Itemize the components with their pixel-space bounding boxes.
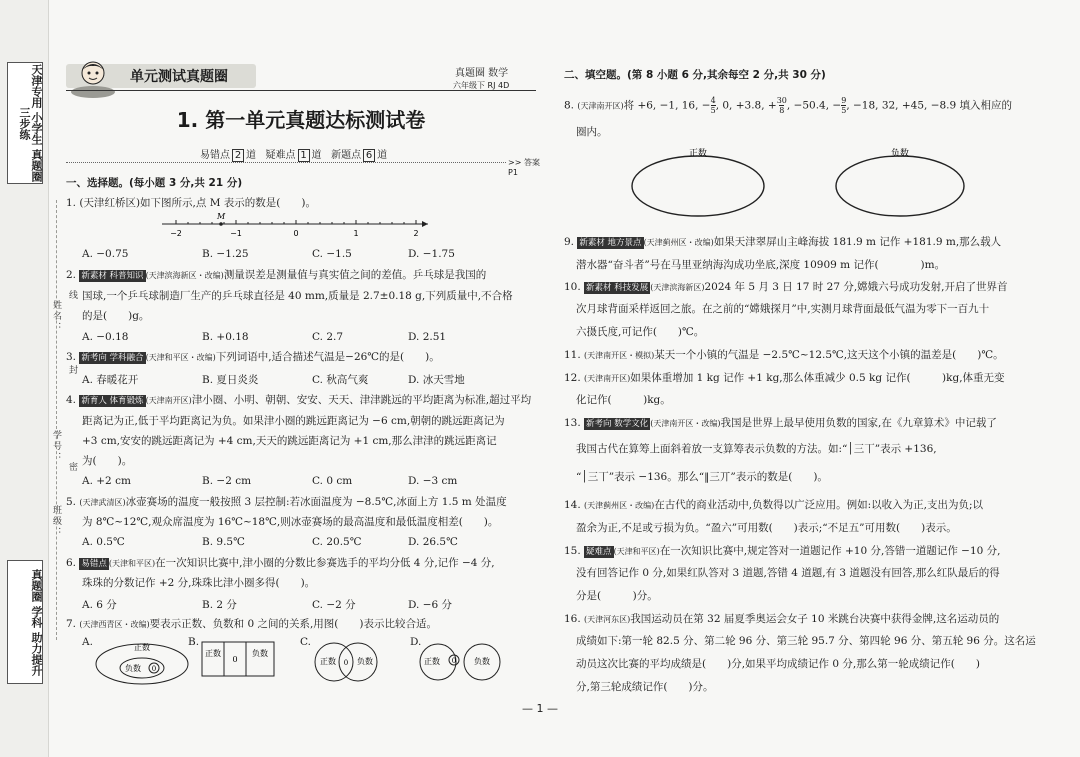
q4-option-d[interactable]: D. −3 cm (408, 475, 458, 487)
q5-option-a[interactable]: A. 0.5℃ (82, 536, 125, 548)
q7-diagram-c (308, 640, 388, 684)
q9-line-2: 潜水器“奋斗者”号在马里亚纳海沟成功坐底,深度 10909 m 记作( )m。 (576, 259, 946, 271)
grade-label: 六年级下 RJ 4D (453, 81, 510, 90)
q10-tag: 新素材 科技发展 (586, 283, 649, 293)
q8-answer-circles (628, 146, 988, 226)
cut-mark-close: 密 (67, 462, 77, 473)
mascot-icon (68, 58, 118, 98)
q3-option-a[interactable]: A. 春暖花开 (82, 374, 139, 386)
q1-option-c[interactable]: C. −1.5 (312, 248, 352, 260)
cut-mark-seal: 封 (67, 365, 77, 376)
svg-text:0: 0 (293, 229, 299, 238)
section-2-heading: 二、填空题。(第 8 小题 6 分,其余每空 2 分,共 30 分) (564, 69, 826, 81)
q7-diagram-b (200, 640, 280, 680)
q2-option-b[interactable]: B. +0.18 (202, 331, 249, 343)
q6-line-1: 6. 易错点 (天津和平区)在一次知识比赛中,津小圈的分数比参赛选手的平均分低 4 分,记作 −4 分, (66, 557, 495, 569)
q2-option-c[interactable]: C. 2.7 (312, 331, 344, 343)
q6-option-c[interactable]: C. −2 分 (312, 599, 356, 611)
svg-text:正数: 正数 (320, 657, 336, 666)
q16-line-1: 16. (天津河东区)我国运动员在第 32 届夏季奥运会女子 10 米跳台决赛中获得金牌,这名运动员的 (564, 613, 1000, 625)
q10-line-2: 次月球背面采样返回之旅。在之前的“嫦娥探月”中,实测月球背面最低气温为零下一百九十 (576, 303, 990, 315)
svg-text:−1: −1 (230, 229, 242, 238)
q16-line-2: 成绩如下:第一轮 82.5 分、第二轮 96 分、第三轮 95.7 分、第四轮 96 分、第五轮 96 分。这名运 (576, 635, 1036, 647)
q5-option-c[interactable]: C. 20.5℃ (312, 536, 362, 548)
q8-line-1: 8. (天津南开区)将 +6, −1, 16, $-\frac{4}{5}$, 0, +3.8, $+\frac{30}{8}$, −50.4, $-\frac{9}{5}$, −18, 32, +45, −8.9 填入相应的 (564, 96, 1013, 115)
svg-text:−2: −2 (170, 229, 182, 238)
answer-rule (66, 162, 506, 163)
positive-circle (632, 156, 764, 216)
q1-option-d[interactable]: D. −1.75 (408, 248, 455, 260)
page-title: 1. 第一单元真题达标测试卷 (176, 108, 426, 132)
answer-reference: >> 答案 P1 (508, 158, 540, 177)
svg-text:0: 0 (451, 657, 457, 665)
q6-option-b[interactable]: B. 2 分 (202, 599, 237, 611)
q7-diagram-d (416, 640, 506, 684)
negative-circle (836, 156, 964, 216)
q7-diagram-a (90, 640, 190, 686)
svg-text:正数: 正数 (205, 649, 221, 658)
brand-seal-bottom: 真题圈 学科 助力提升 (7, 560, 43, 684)
q2-line-2: 国球,一个乒乓球制造厂生产的乒乓球直径是 40 mm,质量是 2.7±0.18 g,下列质量中,不合格 (82, 290, 513, 302)
q4-line-1: 4. 新育人 体育锻炼 (天津南开区)津小圈、小明、朝朝、安安、天天、津津跳远的平均距离为标准,超过平均 (66, 394, 532, 406)
q2-option-d[interactable]: D. 2.51 (408, 331, 447, 343)
q1-text: 1. (天津红桥区)如下图所示,点 M 表示的数是( )。 (66, 197, 317, 209)
svg-text:负数: 负数 (357, 657, 373, 666)
q14-line-1: 14. (天津蓟州区・改编)在古代的商业活动中,负数得以广泛应用。例如:以收入为正,支出为负;以 (564, 499, 984, 511)
q3-line-1: 3. 新考向 学科融合 (天津和平区・改编)下列词语中,适合描述气温是−26℃的是( )。 (66, 351, 440, 363)
page-number: — 1 — (522, 702, 558, 715)
q4-option-b[interactable]: B. −2 cm (202, 475, 252, 487)
cut-line (56, 200, 57, 640)
q15-tag: 疑难点 (586, 547, 612, 557)
q12-line-1: 12. (天津南开区)如果体重增加 1 kg 记作 +1 kg,那么体重减少 0.5 kg 记作( )kg,体重无变 (564, 372, 1005, 384)
q8-line-2: 圈内。 (576, 126, 608, 138)
svg-text:负数: 负数 (474, 657, 490, 666)
svg-text:0: 0 (343, 659, 349, 667)
right-page (558, 0, 1068, 757)
q13-line-2: 我国古代在算筹上面斜着放一支算筹表示负数的方法。如:“│三丅”表示 +136, (576, 443, 937, 455)
q10-line-1: 10. 新素材 科技发展 (天津滨海新区)2024 年 5 月 3 日 17 时 27 分,嫦娥六号成功发射,开启了世界首 (564, 281, 1008, 293)
brand-label: 真题圈 数学 (455, 68, 509, 79)
q7-option-d[interactable]: D. (410, 636, 422, 648)
q1-option-a[interactable]: A. −0.75 (82, 248, 129, 260)
svg-text:负数: 负数 (125, 664, 141, 673)
q4-tag: 新育人 体育锻炼 (81, 396, 144, 406)
q15-line-3: 分是( )分。 (576, 590, 658, 602)
left-page (60, 0, 542, 757)
svg-text:正数: 正数 (134, 643, 150, 652)
svg-text:2: 2 (413, 229, 419, 238)
q6-line-2: 珠珠的分数记作 +2 分,珠珠比津小圈多得( )。 (82, 577, 316, 589)
q5-line-1: 5. (天津武清区)冰壶赛场的温度一般按照 3 层控制:若冰面温度为 −8.5℃,冰面上方 1.5 m 处温度 (66, 496, 507, 508)
q4-option-c[interactable]: C. 0 cm (312, 475, 353, 487)
q3-tag: 新考向 学科融合 (81, 353, 144, 363)
q5-line-2: 为 8℃~12℃,观众席温度为 16℃~18℃,则冰壶赛场的最高温度和最低温度相差( )。 (82, 516, 499, 528)
q4-line-3: +3 cm,安安的跳远距离记为 +4 cm,天天的跳远距离记为 +1 cm,那么津津的跳远距离记 (82, 435, 497, 447)
q10-line-3: 六摄氏度,可记作( )℃。 (576, 326, 705, 338)
id-label: 学号： (51, 430, 61, 463)
svg-text:正数: 正数 (688, 149, 708, 159)
q5-option-b[interactable]: B. 9.5℃ (202, 536, 245, 548)
q1-option-b[interactable]: B. −1.25 (202, 248, 249, 260)
svg-text:0: 0 (151, 665, 157, 673)
svg-text:负数: 负数 (890, 149, 910, 159)
q14-line-2: 盈余为正,不足或亏损为负。“盈六”可用数( )表示;“不足五”可用数( )表示。 (576, 522, 957, 534)
cut-mark-line: 线 (67, 290, 77, 301)
q16-line-3: 动员这次比赛的平均成绩是( )分,如果平均成绩记作 0 分,那么第一轮成绩记作( ) (576, 658, 980, 670)
q6-tag: 易错点 (81, 559, 107, 569)
q16-line-4: 分,第三轮成绩记作( )分。 (576, 681, 714, 693)
point-m-marker (219, 222, 223, 226)
header-title: 单元测试真题圈 (130, 69, 228, 85)
q15-line-1: 15. 疑难点 (天津和平区)在一次知识比赛中,规定答对一道题记作 +10 分,答错一道题记作 −10 分, (564, 545, 1001, 557)
q6-option-d[interactable]: D. −6 分 (408, 599, 453, 611)
q4-line-2: 距离记为正,低于平均距离记为负。如果津小圈的跳远距离记为 −6 cm,朝朝的跳远距离记为 (82, 415, 505, 427)
q9-tag: 新素材 地方景点 (579, 238, 642, 248)
svg-text:0: 0 (232, 655, 238, 664)
q12-line-2: 化记作( )kg。 (576, 394, 671, 406)
header-rule (66, 90, 536, 91)
q5-option-d[interactable]: D. 26.5℃ (408, 536, 458, 548)
q1-number-line (160, 212, 430, 240)
q13-tag: 新考向 数学文化 (586, 419, 649, 429)
q9-line-1: 9. 新素材 地方景点 (天津蓟州区・改编)如果天津翠屏山主峰海拔 181.9 m 记作 +181.9 m,那么载人 (564, 236, 1002, 248)
q3-option-c[interactable]: C. 秋高气爽 (312, 374, 369, 386)
class-label: 班级： (51, 505, 61, 538)
binding-strip (0, 0, 49, 757)
q2-option-a[interactable]: A. −0.18 (82, 331, 129, 343)
point-m-label: M (217, 212, 226, 221)
svg-text:正数: 正数 (424, 657, 440, 666)
brand-seal-top: 天津专用 小学生 真题圈 三步练 (7, 62, 43, 184)
q4-line-4: 为( )。 (82, 455, 133, 467)
q2-line-1: 2. 新素材 科普知识 (天津滨海新区・改编)测量误差是测量值与真实值之间的差值。乒乓球是我国的 (66, 269, 487, 281)
q2-tag: 新素材 科普知识 (81, 271, 144, 281)
q4-option-a[interactable]: A. +2 cm (82, 475, 131, 487)
q11-line-1: 11. (天津南开区・模拟)某天一个小镇的气温是 −2.5℃~12.5℃,这天这个小镇的温差是( )℃。 (564, 349, 1004, 361)
q3-option-d[interactable]: D. 冰天雪地 (408, 374, 465, 386)
q13-line-1: 13. 新考向 数学文化 (天津南开区・改编)我国是世界上最早使用负数的国家,在《九章算术》中记载了 (564, 417, 997, 429)
svg-text:负数: 负数 (252, 649, 268, 658)
q7-option-b[interactable]: B. (188, 636, 200, 648)
q3-option-b[interactable]: B. 夏日炎炎 (202, 374, 259, 386)
name-label: 姓名： (51, 300, 61, 333)
q6-option-a[interactable]: A. 6 分 (82, 599, 117, 611)
q7-line-1: 7. (天津西青区・改编)要表示正数、负数和 0 之间的关系,用图( )表示比较合适。 (66, 618, 437, 630)
q2-line-3: 的是( )g。 (82, 310, 150, 322)
q15-line-2: 没有回答记作 0 分,如果红队答对 3 道题,答错 4 道题,有 3 道题没有回答,那么红队最后的得 (576, 567, 1000, 579)
q13-line-3: “│三丅”表示 −136。那么“‖三丌”表示的数是( )。 (576, 471, 828, 483)
difficulty-stats: 易错点 2 道 疑难点 1 道 新题点 6 道 (200, 150, 388, 161)
q7-option-a[interactable]: A. (82, 636, 93, 648)
svg-text:1: 1 (353, 229, 359, 238)
q7-option-c[interactable]: C. (300, 636, 311, 648)
section-1-heading: 一、选择题。(每小题 3 分,共 21 分) (66, 177, 243, 189)
